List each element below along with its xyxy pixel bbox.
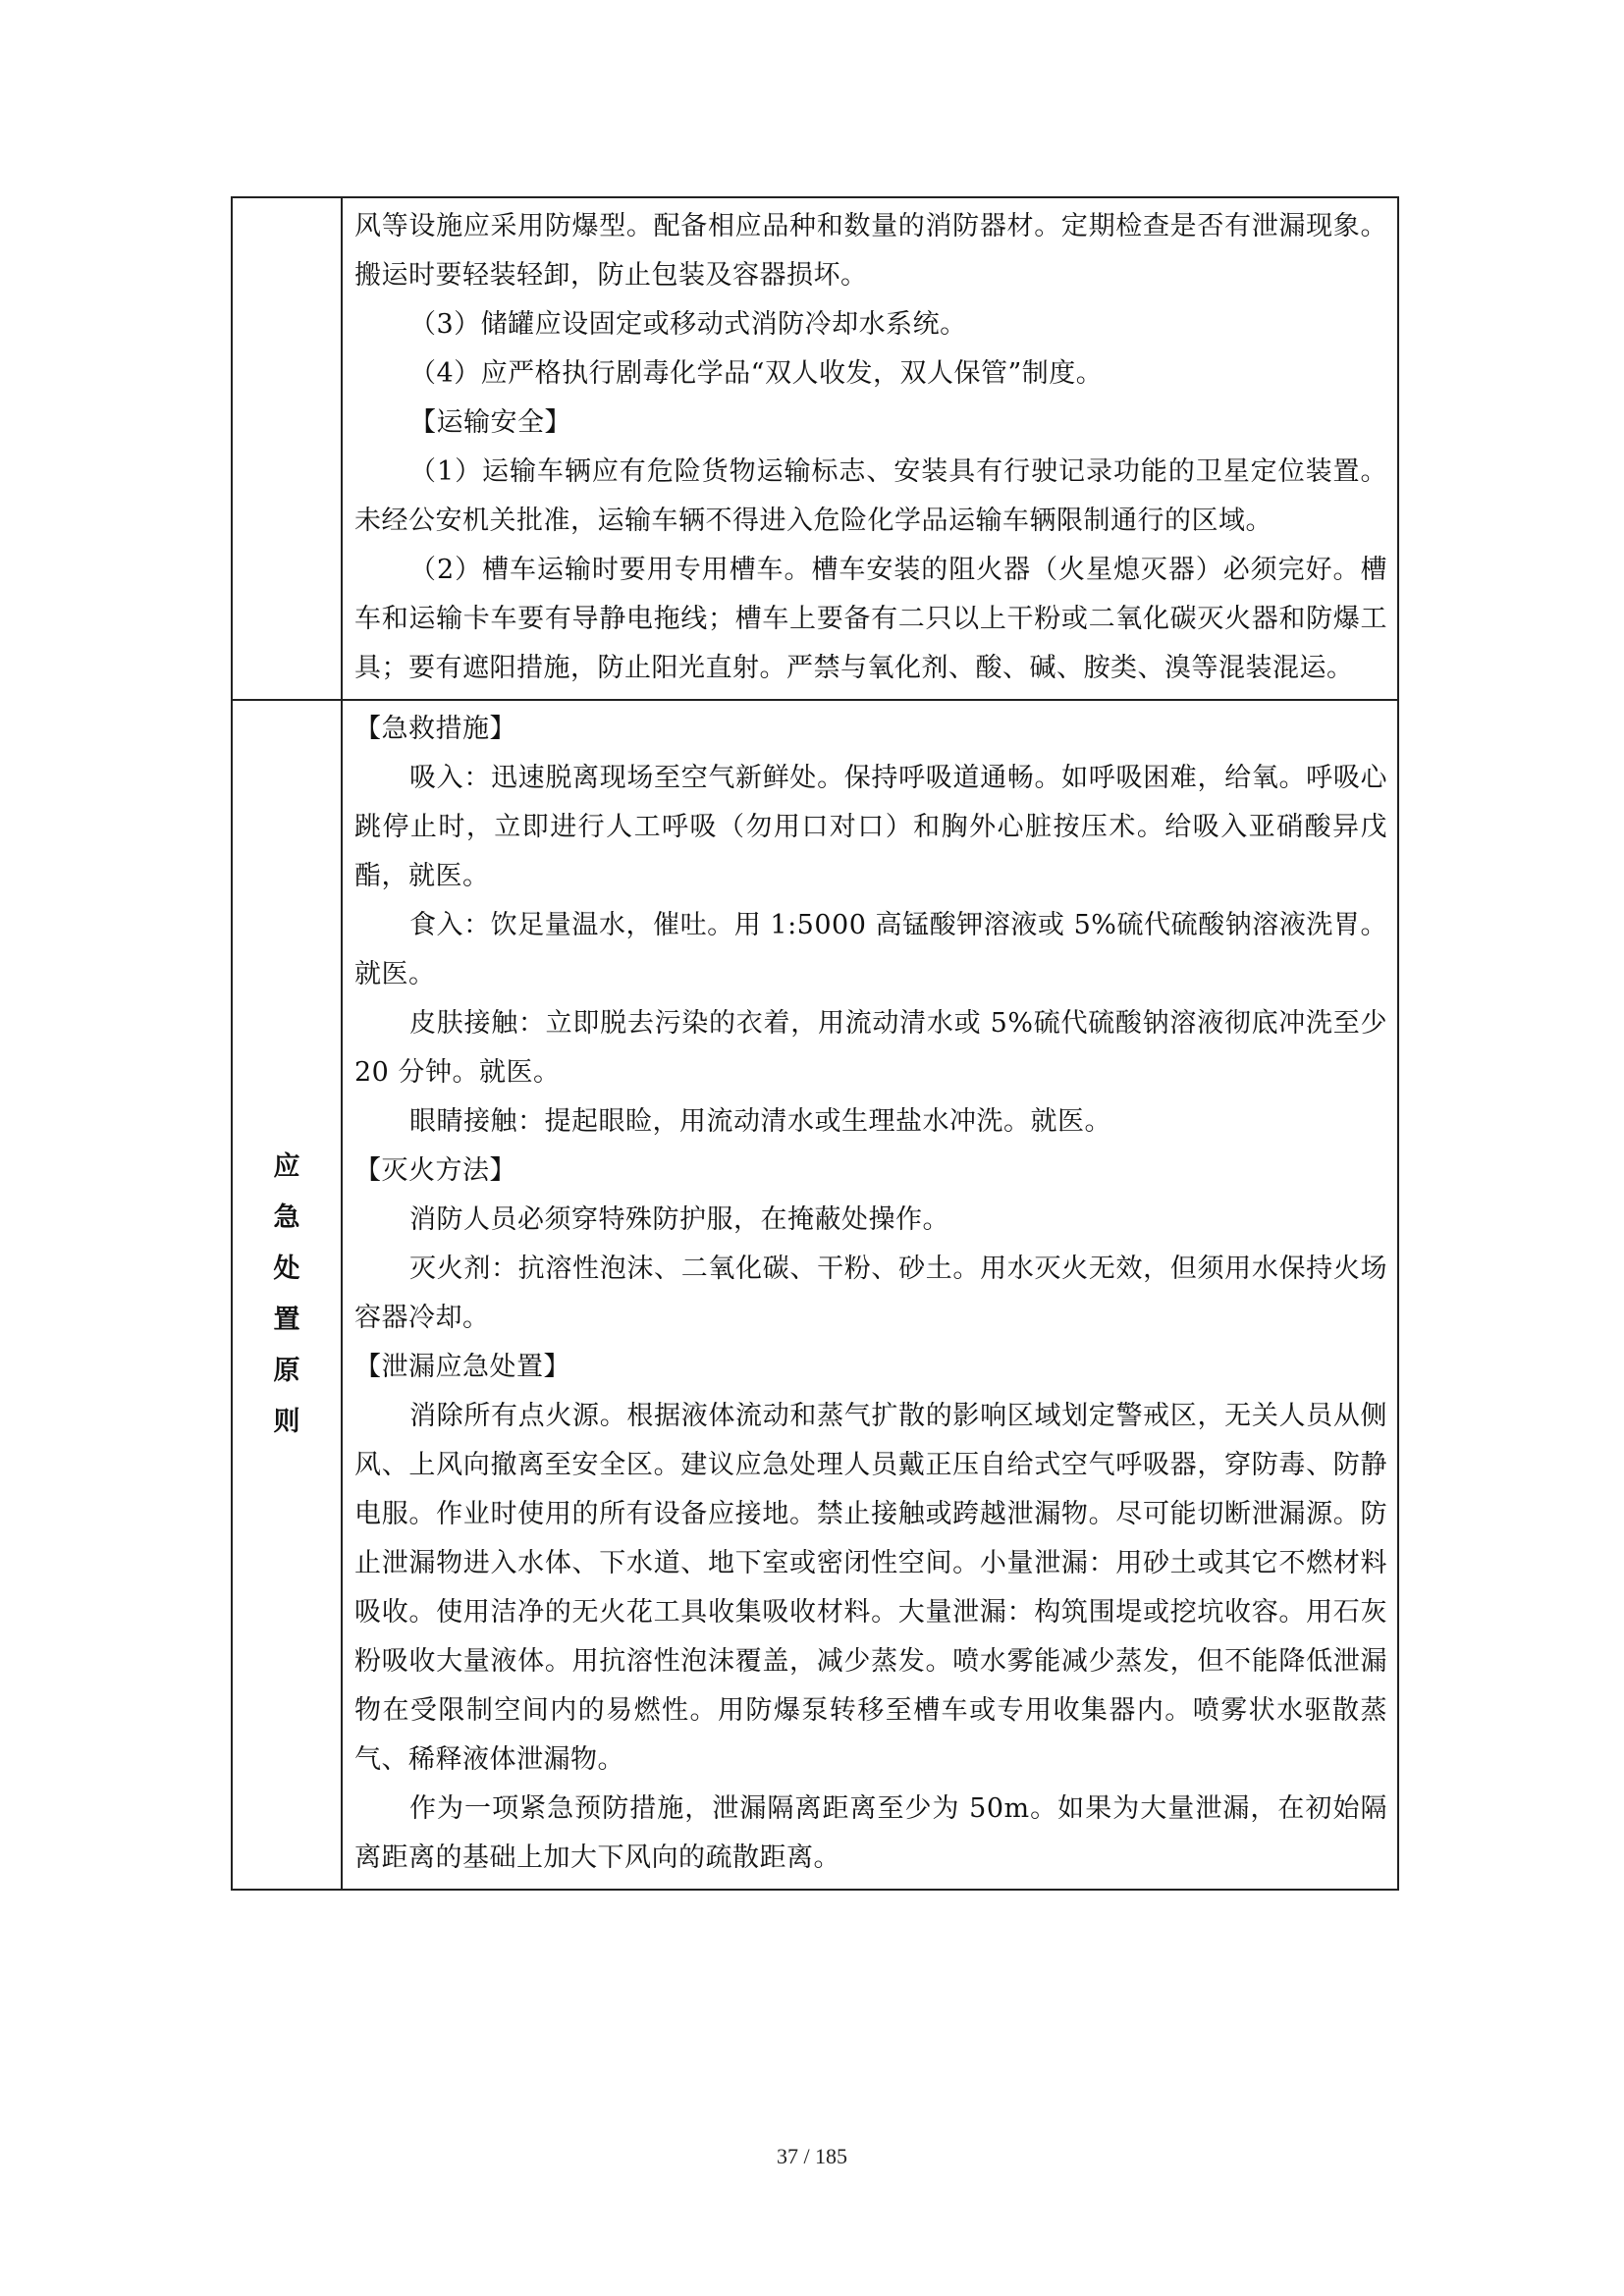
emergency-heading: 【灭火方法】 (354, 1155, 516, 1186)
storage-transport-paragraph: （3）储罐应设固定或移动式消防冷却水系统。 (409, 309, 967, 340)
emergency-heading: 【急救措施】 (354, 714, 516, 744)
content-cell-storage-transport (342, 197, 1398, 700)
emergency-paragraph: 食入：饮足量温水，催吐。用 1:5000 高锰酸钾溶液或 5%硫代硫酸钠溶液洗胃。就医。 (354, 910, 1387, 989)
document-table (231, 196, 1399, 1891)
storage-transport-paragraph: （1）运输车辆应有危险货物运输标志、安装具有行驶记录功能的卫星定位装置。未经公安机关批准，运输车辆不得进入危险化学品运输车辆限制通行的区域。 (354, 456, 1387, 536)
storage-transport-heading: 【运输安全】 (409, 407, 571, 438)
emergency-label-char: 应 (273, 1151, 300, 1182)
row-label-emergency (232, 700, 342, 1890)
emergency-label-char: 则 (273, 1407, 300, 1437)
page-number: 37 / 185 (776, 2144, 848, 2168)
table-row-emergency (232, 700, 1398, 1890)
emergency-paragraph: 皮肤接触：立即脱去污染的衣着，用流动清水或 5%硫代硫酸钠溶液彻底冲洗至少 20 分钟。就医。 (354, 1008, 1387, 1088)
storage-transport-content (343, 198, 1397, 699)
emergency-paragraph: 吸入：迅速脱离现场至空气新鲜处。保持呼吸道通畅。如呼吸困难，给氧。呼吸心跳停止时，立即进行人工呼吸（勿用口对口）和胸外心脏按压术。给吸入亚硝酸异戊酯，就医。 (354, 763, 1387, 891)
content-cell-emergency (342, 700, 1398, 1890)
row-label-empty (232, 197, 342, 700)
emergency-heading: 【泄漏应急处置】 (354, 1352, 570, 1382)
emergency-paragraph: 消除所有点火源。根据液体流动和蒸气扩散的影响区域划定警戒区，无关人员从侧风、上风向撤离至安全区。建议应急处理人员戴正压自给式空气呼吸器，穿防毒、防静电服。作业时使用的所有设备应接地。禁止接触或跨越泄漏物。尽可能切断泄漏源。防止泄漏物进入水体、下水道、地下室或密闭性空间。小量泄漏：用砂土或其它不燃材料吸收。使用洁净的无火花工具收集吸收材料。大量泄漏：构筑围堤或挖坑收容。用石灰粉吸收大量液体。用抗溶性泡沫覆盖，减少蒸发。喷水雾能减少蒸发，但不能降低泄漏物在受限制空间内的易燃性。用防爆泵转移至槽车或专用收集器内。喷雾状水驱散蒸气、稀释液体泄漏物。 (354, 1401, 1387, 1775)
storage-transport-paragraph: （4）应严格执行剧毒化学品“双人收发，双人保管”制度。 (409, 358, 1104, 389)
emergency-content (343, 701, 1397, 1889)
emergency-label (233, 1142, 341, 1448)
emergency-paragraph: 灭火剂：抗溶性泡沫、二氧化碳、干粉、砂土。用水灭火无效，但须用水保持火场容器冷却。 (354, 1254, 1387, 1333)
emergency-paragraph: 作为一项紧急预防措施，泄漏隔离距离至少为 50m。如果为大量泄漏，在初始隔离距离的基础上加大下风向的疏散距离。 (354, 1793, 1387, 1873)
emergency-paragraph: 消防人员必须穿特殊防护服，在掩蔽处操作。 (409, 1204, 949, 1235)
emergency-label-char: 原 (273, 1356, 300, 1386)
emergency-paragraph: 眼睛接触：提起眼睑，用流动清水或生理盐水冲洗。就医。 (409, 1106, 1111, 1137)
storage-transport-paragraph: （2）槽车运输时要用专用槽车。槽车安装的阻火器（火星熄灭器）必须完好。槽车和运输卡车要有导静电拖线；槽车上要备有二只以上干粉或二氧化碳灭火器和防爆工具；要有遮阳措施，防止阳光直射。严禁与氧化剂、酸、碱、胺类、溴等混装混运。 (354, 555, 1387, 683)
storage-transport-paragraph: 风等设施应采用防爆型。配备相应品种和数量的消防器材。定期检查是否有泄漏现象。搬运时要轻装轻卸，防止包装及容器损坏。 (354, 211, 1387, 291)
table-row-storage-transport (232, 197, 1398, 700)
emergency-label-char: 置 (273, 1305, 300, 1335)
emergency-label-char: 急 (273, 1202, 300, 1233)
emergency-label-char: 处 (273, 1254, 300, 1284)
